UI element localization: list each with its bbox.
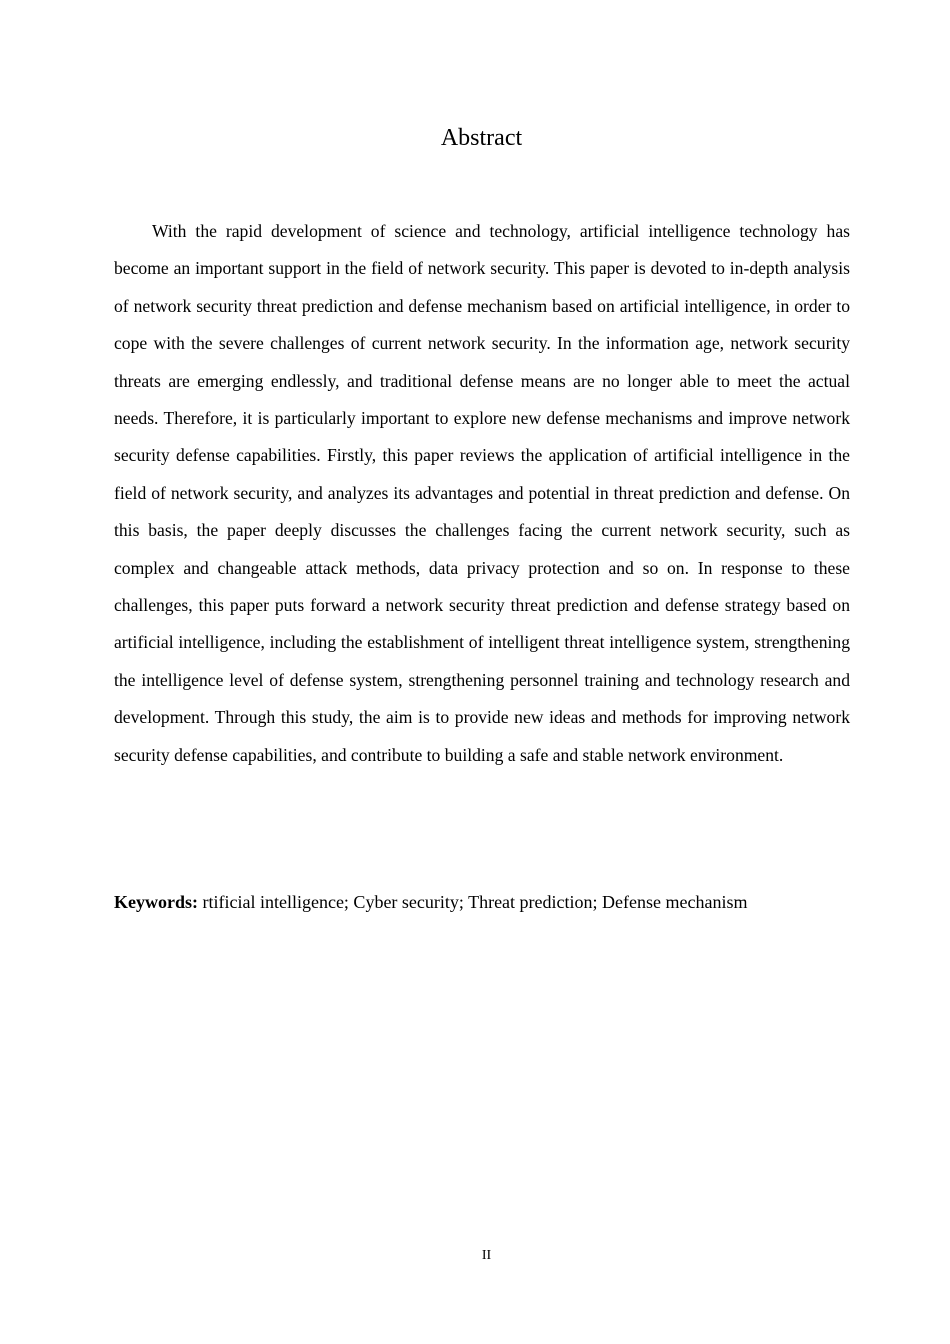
keywords-label: Keywords: [114,892,198,912]
page-number: II [481,1248,492,1263]
keywords-line [114,886,850,918]
keywords-value: rtificial intelligence; Cyber security; Threat prediction; Defense mechanism [202,892,748,912]
page-title: Abstract [440,125,523,151]
abstract-paragraph: With the rapid development of science and technology, artificial intelligence technology has become an important support in the field of network security. This paper is devoted to in-depth analysis of network security threat prediction and defense mechanism based on artificial intelligence, in order to cope with the severe challenges of current network security. In the information age, network security threats are emerging endlessly, and traditional defense means are no longer able to meet the actual needs. Therefore, it is particularly important to explore new defense mechanisms and improve network security defense capabilities. Firstly, this paper reviews the application of artificial intelligence in the field of network security, and analyzes its advantages and potential in threat prediction and defense. On this basis, the paper deeply discusses the challenges facing the current network security, such as complex and changeable attack methods, data privacy protection and so on. In response to these challenges, this paper puts forward a network security threat prediction and defense strategy based on artificial intelligence, including the establishment of intelligent threat intelligence system, strengthening the intelligence level of defense system, strengthening personnel training and technology research and development. Through this study, the aim is to provide new ideas and methods for improving network security defense capabilities, and contribute to building a safe and stable network environment. [114,221,850,765]
